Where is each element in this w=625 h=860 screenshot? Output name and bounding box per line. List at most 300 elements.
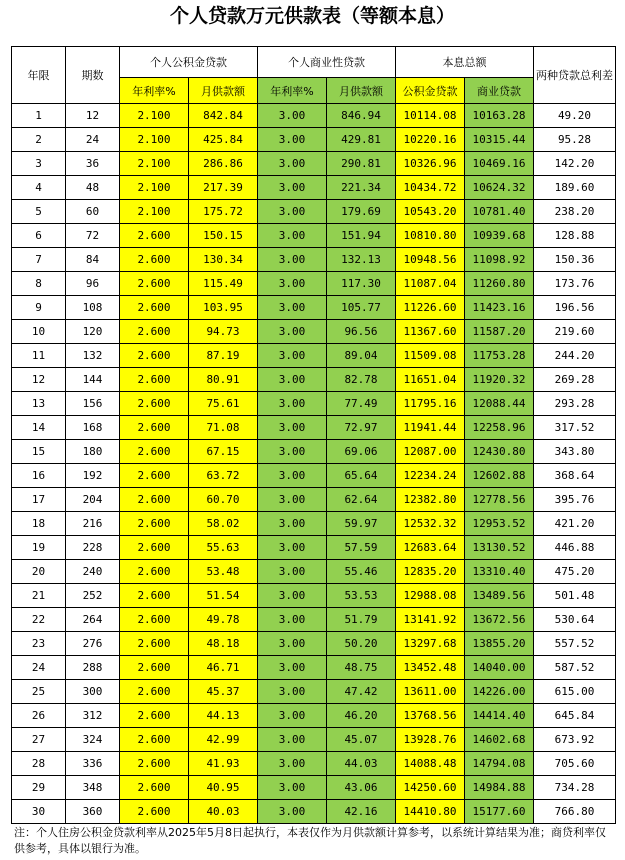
cell-total-cm: 13672.56 (465, 608, 534, 632)
cell-total-cm: 13130.52 (465, 536, 534, 560)
cell-periods: 120 (66, 320, 120, 344)
cell-year: 4 (12, 176, 66, 200)
cell-cm-monthly: 44.03 (327, 752, 396, 776)
cell-cm-rate: 3.00 (258, 224, 327, 248)
cell-pf-rate: 2.600 (120, 272, 189, 296)
cell-cm-rate: 3.00 (258, 104, 327, 128)
header-provident-group: 个人公积金贷款 (120, 47, 258, 78)
header-interest-diff: 两种贷款总利差 (534, 47, 616, 104)
cell-pf-monthly: 842.84 (189, 104, 258, 128)
cell-cm-monthly: 47.42 (327, 680, 396, 704)
cell-total-cm: 13855.20 (465, 632, 534, 656)
header-pf-rate: 年利率% (120, 78, 189, 104)
cell-total-pf: 13452.48 (396, 656, 465, 680)
cell-pf-rate: 2.600 (120, 728, 189, 752)
cell-year: 1 (12, 104, 66, 128)
cell-periods: 240 (66, 560, 120, 584)
cell-total-pf: 13141.92 (396, 608, 465, 632)
cell-year: 29 (12, 776, 66, 800)
table-row (12, 488, 616, 512)
cell-total-cm: 10624.32 (465, 176, 534, 200)
cell-periods: 180 (66, 440, 120, 464)
cell-pf-rate: 2.100 (120, 200, 189, 224)
table-row (12, 200, 616, 224)
cell-total-cm: 11920.32 (465, 368, 534, 392)
cell-interest-diff: 150.36 (534, 248, 616, 272)
cell-pf-monthly: 87.19 (189, 344, 258, 368)
cell-year: 23 (12, 632, 66, 656)
cell-interest-diff: 734.28 (534, 776, 616, 800)
cell-interest-diff: 293.28 (534, 392, 616, 416)
cell-pf-monthly: 40.03 (189, 800, 258, 824)
cell-cm-monthly: 290.81 (327, 152, 396, 176)
cell-total-pf: 13611.00 (396, 680, 465, 704)
cell-total-cm: 10781.40 (465, 200, 534, 224)
table-row (12, 560, 616, 584)
table-row (12, 464, 616, 488)
cell-pf-monthly: 71.08 (189, 416, 258, 440)
header-commercial-group: 个人商业性贷款 (258, 47, 396, 78)
cell-periods: 360 (66, 800, 120, 824)
cell-periods: 168 (66, 416, 120, 440)
cell-total-pf: 13297.68 (396, 632, 465, 656)
cell-year: 19 (12, 536, 66, 560)
table-row (12, 800, 616, 824)
table-row (12, 416, 616, 440)
table-row (12, 608, 616, 632)
cell-total-cm: 14040.00 (465, 656, 534, 680)
page-title: 个人贷款万元供款表（等额本息） (169, 5, 455, 27)
header-total-group: 本息总额 (396, 47, 534, 78)
cell-cm-monthly: 117.30 (327, 272, 396, 296)
cell-total-cm: 10163.28 (465, 104, 534, 128)
cell-interest-diff: 173.76 (534, 272, 616, 296)
cell-periods: 228 (66, 536, 120, 560)
cell-cm-rate: 3.00 (258, 512, 327, 536)
table-row (12, 584, 616, 608)
cell-interest-diff: 705.60 (534, 752, 616, 776)
cell-total-pf: 11226.60 (396, 296, 465, 320)
cell-year: 18 (12, 512, 66, 536)
cell-total-pf: 10543.20 (396, 200, 465, 224)
cell-year: 12 (12, 368, 66, 392)
cell-pf-rate: 2.600 (120, 416, 189, 440)
cell-pf-monthly: 58.02 (189, 512, 258, 536)
cell-pf-rate: 2.600 (120, 536, 189, 560)
cell-pf-rate: 2.600 (120, 584, 189, 608)
table-body (12, 104, 616, 824)
cell-pf-monthly: 130.34 (189, 248, 258, 272)
cell-cm-monthly: 45.07 (327, 728, 396, 752)
cell-pf-monthly: 80.91 (189, 368, 258, 392)
cell-year: 14 (12, 416, 66, 440)
cell-year: 15 (12, 440, 66, 464)
cell-interest-diff: 343.80 (534, 440, 616, 464)
table-row (12, 392, 616, 416)
cell-total-cm: 14602.68 (465, 728, 534, 752)
cell-total-cm: 15177.60 (465, 800, 534, 824)
footnote: 注：个人住房公积金贷款利率从2025年5月8日起执行，本表仅作为月供款额计算参考，以系统计算结果为准；商贷利率仅供参考，具体以银行为准。 (14, 826, 606, 855)
cell-periods: 252 (66, 584, 120, 608)
cell-cm-monthly: 429.81 (327, 128, 396, 152)
cell-cm-monthly: 42.16 (327, 800, 396, 824)
cell-periods: 72 (66, 224, 120, 248)
cell-pf-rate: 2.600 (120, 296, 189, 320)
cell-cm-rate: 3.00 (258, 440, 327, 464)
cell-total-cm: 14414.40 (465, 704, 534, 728)
cell-total-pf: 14410.80 (396, 800, 465, 824)
table-row (12, 176, 616, 200)
cell-pf-monthly: 42.99 (189, 728, 258, 752)
cell-interest-diff: 317.52 (534, 416, 616, 440)
cell-pf-rate: 2.600 (120, 440, 189, 464)
cell-cm-rate: 3.00 (258, 368, 327, 392)
cell-interest-diff: 196.56 (534, 296, 616, 320)
cell-pf-rate: 2.600 (120, 608, 189, 632)
cell-year: 10 (12, 320, 66, 344)
cell-pf-monthly: 46.71 (189, 656, 258, 680)
cell-interest-diff: 587.52 (534, 656, 616, 680)
cell-cm-monthly: 77.49 (327, 392, 396, 416)
cell-cm-rate: 3.00 (258, 800, 327, 824)
cell-pf-rate: 2.600 (120, 224, 189, 248)
cell-cm-rate: 3.00 (258, 632, 327, 656)
table-row (12, 296, 616, 320)
cell-pf-rate: 2.600 (120, 344, 189, 368)
cell-pf-monthly: 103.95 (189, 296, 258, 320)
cell-year: 5 (12, 200, 66, 224)
table-row (12, 632, 616, 656)
cell-cm-rate: 3.00 (258, 200, 327, 224)
cell-interest-diff: 269.28 (534, 368, 616, 392)
cell-total-cm: 12953.52 (465, 512, 534, 536)
cell-interest-diff: 219.60 (534, 320, 616, 344)
cell-periods: 312 (66, 704, 120, 728)
cell-periods: 96 (66, 272, 120, 296)
cell-interest-diff: 645.84 (534, 704, 616, 728)
cell-total-pf: 11367.60 (396, 320, 465, 344)
cell-total-pf: 12532.32 (396, 512, 465, 536)
cell-cm-monthly: 53.53 (327, 584, 396, 608)
cell-cm-rate: 3.00 (258, 752, 327, 776)
table-row (12, 776, 616, 800)
cell-cm-rate: 3.00 (258, 320, 327, 344)
cell-year: 2 (12, 128, 66, 152)
table-row (12, 512, 616, 536)
cell-interest-diff: 446.88 (534, 536, 616, 560)
cell-total-pf: 10434.72 (396, 176, 465, 200)
cell-pf-rate: 2.100 (120, 176, 189, 200)
cell-periods: 336 (66, 752, 120, 776)
cell-periods: 288 (66, 656, 120, 680)
table-row (12, 128, 616, 152)
cell-year: 3 (12, 152, 66, 176)
cell-periods: 60 (66, 200, 120, 224)
cell-total-cm: 12258.96 (465, 416, 534, 440)
cell-cm-rate: 3.00 (258, 416, 327, 440)
cell-total-pf: 12683.64 (396, 536, 465, 560)
cell-cm-rate: 3.00 (258, 608, 327, 632)
cell-periods: 204 (66, 488, 120, 512)
cell-cm-monthly: 48.75 (327, 656, 396, 680)
cell-cm-rate: 3.00 (258, 560, 327, 584)
cell-periods: 108 (66, 296, 120, 320)
cell-periods: 24 (66, 128, 120, 152)
cell-pf-monthly: 67.15 (189, 440, 258, 464)
cell-total-pf: 11509.08 (396, 344, 465, 368)
header-year: 年限 (12, 47, 66, 104)
cell-cm-monthly: 151.94 (327, 224, 396, 248)
cell-total-pf: 10114.08 (396, 104, 465, 128)
cell-interest-diff: 673.92 (534, 728, 616, 752)
header-total-cm: 商业贷款 (465, 78, 534, 104)
cell-pf-monthly: 48.18 (189, 632, 258, 656)
cell-cm-rate: 3.00 (258, 776, 327, 800)
cell-year: 6 (12, 224, 66, 248)
cell-cm-rate: 3.00 (258, 728, 327, 752)
cell-pf-monthly: 44.13 (189, 704, 258, 728)
cell-cm-monthly: 89.04 (327, 344, 396, 368)
cell-interest-diff: 142.20 (534, 152, 616, 176)
cell-pf-rate: 2.600 (120, 656, 189, 680)
cell-year: 17 (12, 488, 66, 512)
cell-cm-monthly: 221.34 (327, 176, 396, 200)
cell-pf-monthly: 40.95 (189, 776, 258, 800)
cell-cm-rate: 3.00 (258, 248, 327, 272)
cell-interest-diff: 395.76 (534, 488, 616, 512)
table-row (12, 728, 616, 752)
payment-table (11, 46, 616, 824)
header-cm-monthly: 月供款额 (327, 78, 396, 104)
cell-pf-rate: 2.100 (120, 152, 189, 176)
cell-total-pf: 14088.48 (396, 752, 465, 776)
cell-interest-diff: 557.52 (534, 632, 616, 656)
cell-pf-monthly: 150.15 (189, 224, 258, 248)
table-row (12, 104, 616, 128)
cell-pf-rate: 2.600 (120, 680, 189, 704)
cell-cm-rate: 3.00 (258, 464, 327, 488)
cell-periods: 264 (66, 608, 120, 632)
header-cm-rate: 年利率% (258, 78, 327, 104)
cell-cm-rate: 3.00 (258, 488, 327, 512)
cell-pf-rate: 2.600 (120, 632, 189, 656)
cell-pf-rate: 2.600 (120, 320, 189, 344)
cell-interest-diff: 421.20 (534, 512, 616, 536)
cell-cm-rate: 3.00 (258, 680, 327, 704)
cell-periods: 324 (66, 728, 120, 752)
cell-pf-monthly: 63.72 (189, 464, 258, 488)
cell-pf-monthly: 286.86 (189, 152, 258, 176)
table-row (12, 440, 616, 464)
cell-pf-monthly: 75.61 (189, 392, 258, 416)
cell-year: 13 (12, 392, 66, 416)
cell-cm-monthly: 69.06 (327, 440, 396, 464)
cell-interest-diff: 615.00 (534, 680, 616, 704)
cell-periods: 216 (66, 512, 120, 536)
cell-total-pf: 12382.80 (396, 488, 465, 512)
cell-total-pf: 11795.16 (396, 392, 465, 416)
cell-total-pf: 12835.20 (396, 560, 465, 584)
header-pf-monthly: 月供款额 (189, 78, 258, 104)
cell-year: 20 (12, 560, 66, 584)
cell-periods: 84 (66, 248, 120, 272)
cell-interest-diff: 530.64 (534, 608, 616, 632)
cell-periods: 156 (66, 392, 120, 416)
cell-total-cm: 11423.16 (465, 296, 534, 320)
table-row (12, 704, 616, 728)
table-row (12, 680, 616, 704)
cell-total-pf: 13928.76 (396, 728, 465, 752)
table-row (12, 248, 616, 272)
cell-periods: 276 (66, 632, 120, 656)
cell-cm-monthly: 846.94 (327, 104, 396, 128)
cell-total-cm: 14226.00 (465, 680, 534, 704)
cell-cm-rate: 3.00 (258, 176, 327, 200)
cell-cm-monthly: 96.56 (327, 320, 396, 344)
cell-periods: 192 (66, 464, 120, 488)
cell-year: 25 (12, 680, 66, 704)
cell-cm-rate: 3.00 (258, 128, 327, 152)
table-row (12, 320, 616, 344)
cell-pf-rate: 2.100 (120, 128, 189, 152)
cell-pf-monthly: 41.93 (189, 752, 258, 776)
cell-periods: 12 (66, 104, 120, 128)
cell-pf-rate: 2.600 (120, 248, 189, 272)
cell-pf-monthly: 60.70 (189, 488, 258, 512)
cell-total-cm: 11098.92 (465, 248, 534, 272)
cell-cm-monthly: 179.69 (327, 200, 396, 224)
cell-cm-monthly: 51.79 (327, 608, 396, 632)
cell-interest-diff: 501.48 (534, 584, 616, 608)
cell-cm-monthly: 105.77 (327, 296, 396, 320)
cell-year: 27 (12, 728, 66, 752)
cell-interest-diff: 49.20 (534, 104, 616, 128)
cell-interest-diff: 238.20 (534, 200, 616, 224)
cell-total-cm: 13489.56 (465, 584, 534, 608)
header-total-pf: 公积金贷款 (396, 78, 465, 104)
cell-pf-rate: 2.600 (120, 368, 189, 392)
cell-cm-monthly: 62.64 (327, 488, 396, 512)
table-row (12, 224, 616, 248)
cell-total-pf: 13768.56 (396, 704, 465, 728)
cell-periods: 348 (66, 776, 120, 800)
cell-pf-monthly: 175.72 (189, 200, 258, 224)
cell-interest-diff: 766.80 (534, 800, 616, 824)
cell-total-pf: 10948.56 (396, 248, 465, 272)
cell-pf-rate: 2.600 (120, 392, 189, 416)
cell-year: 24 (12, 656, 66, 680)
cell-total-pf: 10220.16 (396, 128, 465, 152)
cell-periods: 48 (66, 176, 120, 200)
cell-total-pf: 10810.80 (396, 224, 465, 248)
cell-cm-rate: 3.00 (258, 536, 327, 560)
cell-total-cm: 13310.40 (465, 560, 534, 584)
cell-year: 16 (12, 464, 66, 488)
cell-year: 7 (12, 248, 66, 272)
cell-cm-monthly: 82.78 (327, 368, 396, 392)
table-row (12, 656, 616, 680)
cell-year: 28 (12, 752, 66, 776)
cell-total-cm: 12602.88 (465, 464, 534, 488)
cell-year: 22 (12, 608, 66, 632)
cell-cm-rate: 3.00 (258, 344, 327, 368)
cell-interest-diff: 368.64 (534, 464, 616, 488)
cell-total-cm: 14794.08 (465, 752, 534, 776)
cell-cm-monthly: 59.97 (327, 512, 396, 536)
cell-total-pf: 11651.04 (396, 368, 465, 392)
cell-pf-monthly: 53.48 (189, 560, 258, 584)
cell-cm-rate: 3.00 (258, 656, 327, 680)
cell-interest-diff: 475.20 (534, 560, 616, 584)
cell-total-pf: 12234.24 (396, 464, 465, 488)
cell-pf-rate: 2.600 (120, 512, 189, 536)
header-periods: 期数 (66, 47, 120, 104)
cell-interest-diff: 189.60 (534, 176, 616, 200)
cell-cm-monthly: 57.59 (327, 536, 396, 560)
cell-periods: 36 (66, 152, 120, 176)
cell-year: 30 (12, 800, 66, 824)
table-row (12, 752, 616, 776)
cell-total-cm: 10469.16 (465, 152, 534, 176)
cell-cm-monthly: 55.46 (327, 560, 396, 584)
cell-total-pf: 11087.04 (396, 272, 465, 296)
cell-year: 26 (12, 704, 66, 728)
cell-pf-monthly: 217.39 (189, 176, 258, 200)
cell-cm-monthly: 72.97 (327, 416, 396, 440)
cell-pf-monthly: 115.49 (189, 272, 258, 296)
cell-total-cm: 11587.20 (465, 320, 534, 344)
cell-pf-rate: 2.100 (120, 104, 189, 128)
cell-interest-diff: 95.28 (534, 128, 616, 152)
cell-cm-monthly: 50.20 (327, 632, 396, 656)
cell-year: 9 (12, 296, 66, 320)
cell-pf-rate: 2.600 (120, 464, 189, 488)
table-row (12, 152, 616, 176)
cell-cm-monthly: 132.13 (327, 248, 396, 272)
cell-periods: 132 (66, 344, 120, 368)
cell-total-cm: 12430.80 (465, 440, 534, 464)
cell-year: 21 (12, 584, 66, 608)
cell-cm-rate: 3.00 (258, 392, 327, 416)
cell-cm-rate: 3.00 (258, 296, 327, 320)
cell-total-cm: 11260.80 (465, 272, 534, 296)
cell-pf-monthly: 55.63 (189, 536, 258, 560)
cell-periods: 144 (66, 368, 120, 392)
cell-pf-rate: 2.600 (120, 800, 189, 824)
cell-pf-rate: 2.600 (120, 704, 189, 728)
cell-total-pf: 10326.96 (396, 152, 465, 176)
cell-total-cm: 10939.68 (465, 224, 534, 248)
table-row (12, 536, 616, 560)
cell-pf-rate: 2.600 (120, 488, 189, 512)
cell-total-cm: 12778.56 (465, 488, 534, 512)
cell-total-pf: 12988.08 (396, 584, 465, 608)
cell-year: 11 (12, 344, 66, 368)
cell-pf-monthly: 49.78 (189, 608, 258, 632)
cell-pf-monthly: 94.73 (189, 320, 258, 344)
cell-pf-monthly: 51.54 (189, 584, 258, 608)
cell-total-cm: 10315.44 (465, 128, 534, 152)
cell-cm-monthly: 65.64 (327, 464, 396, 488)
cell-cm-rate: 3.00 (258, 704, 327, 728)
cell-total-pf: 12087.00 (396, 440, 465, 464)
cell-pf-monthly: 45.37 (189, 680, 258, 704)
cell-total-cm: 12088.44 (465, 392, 534, 416)
cell-pf-rate: 2.600 (120, 560, 189, 584)
cell-total-pf: 14250.60 (396, 776, 465, 800)
cell-cm-rate: 3.00 (258, 272, 327, 296)
table-row (12, 344, 616, 368)
